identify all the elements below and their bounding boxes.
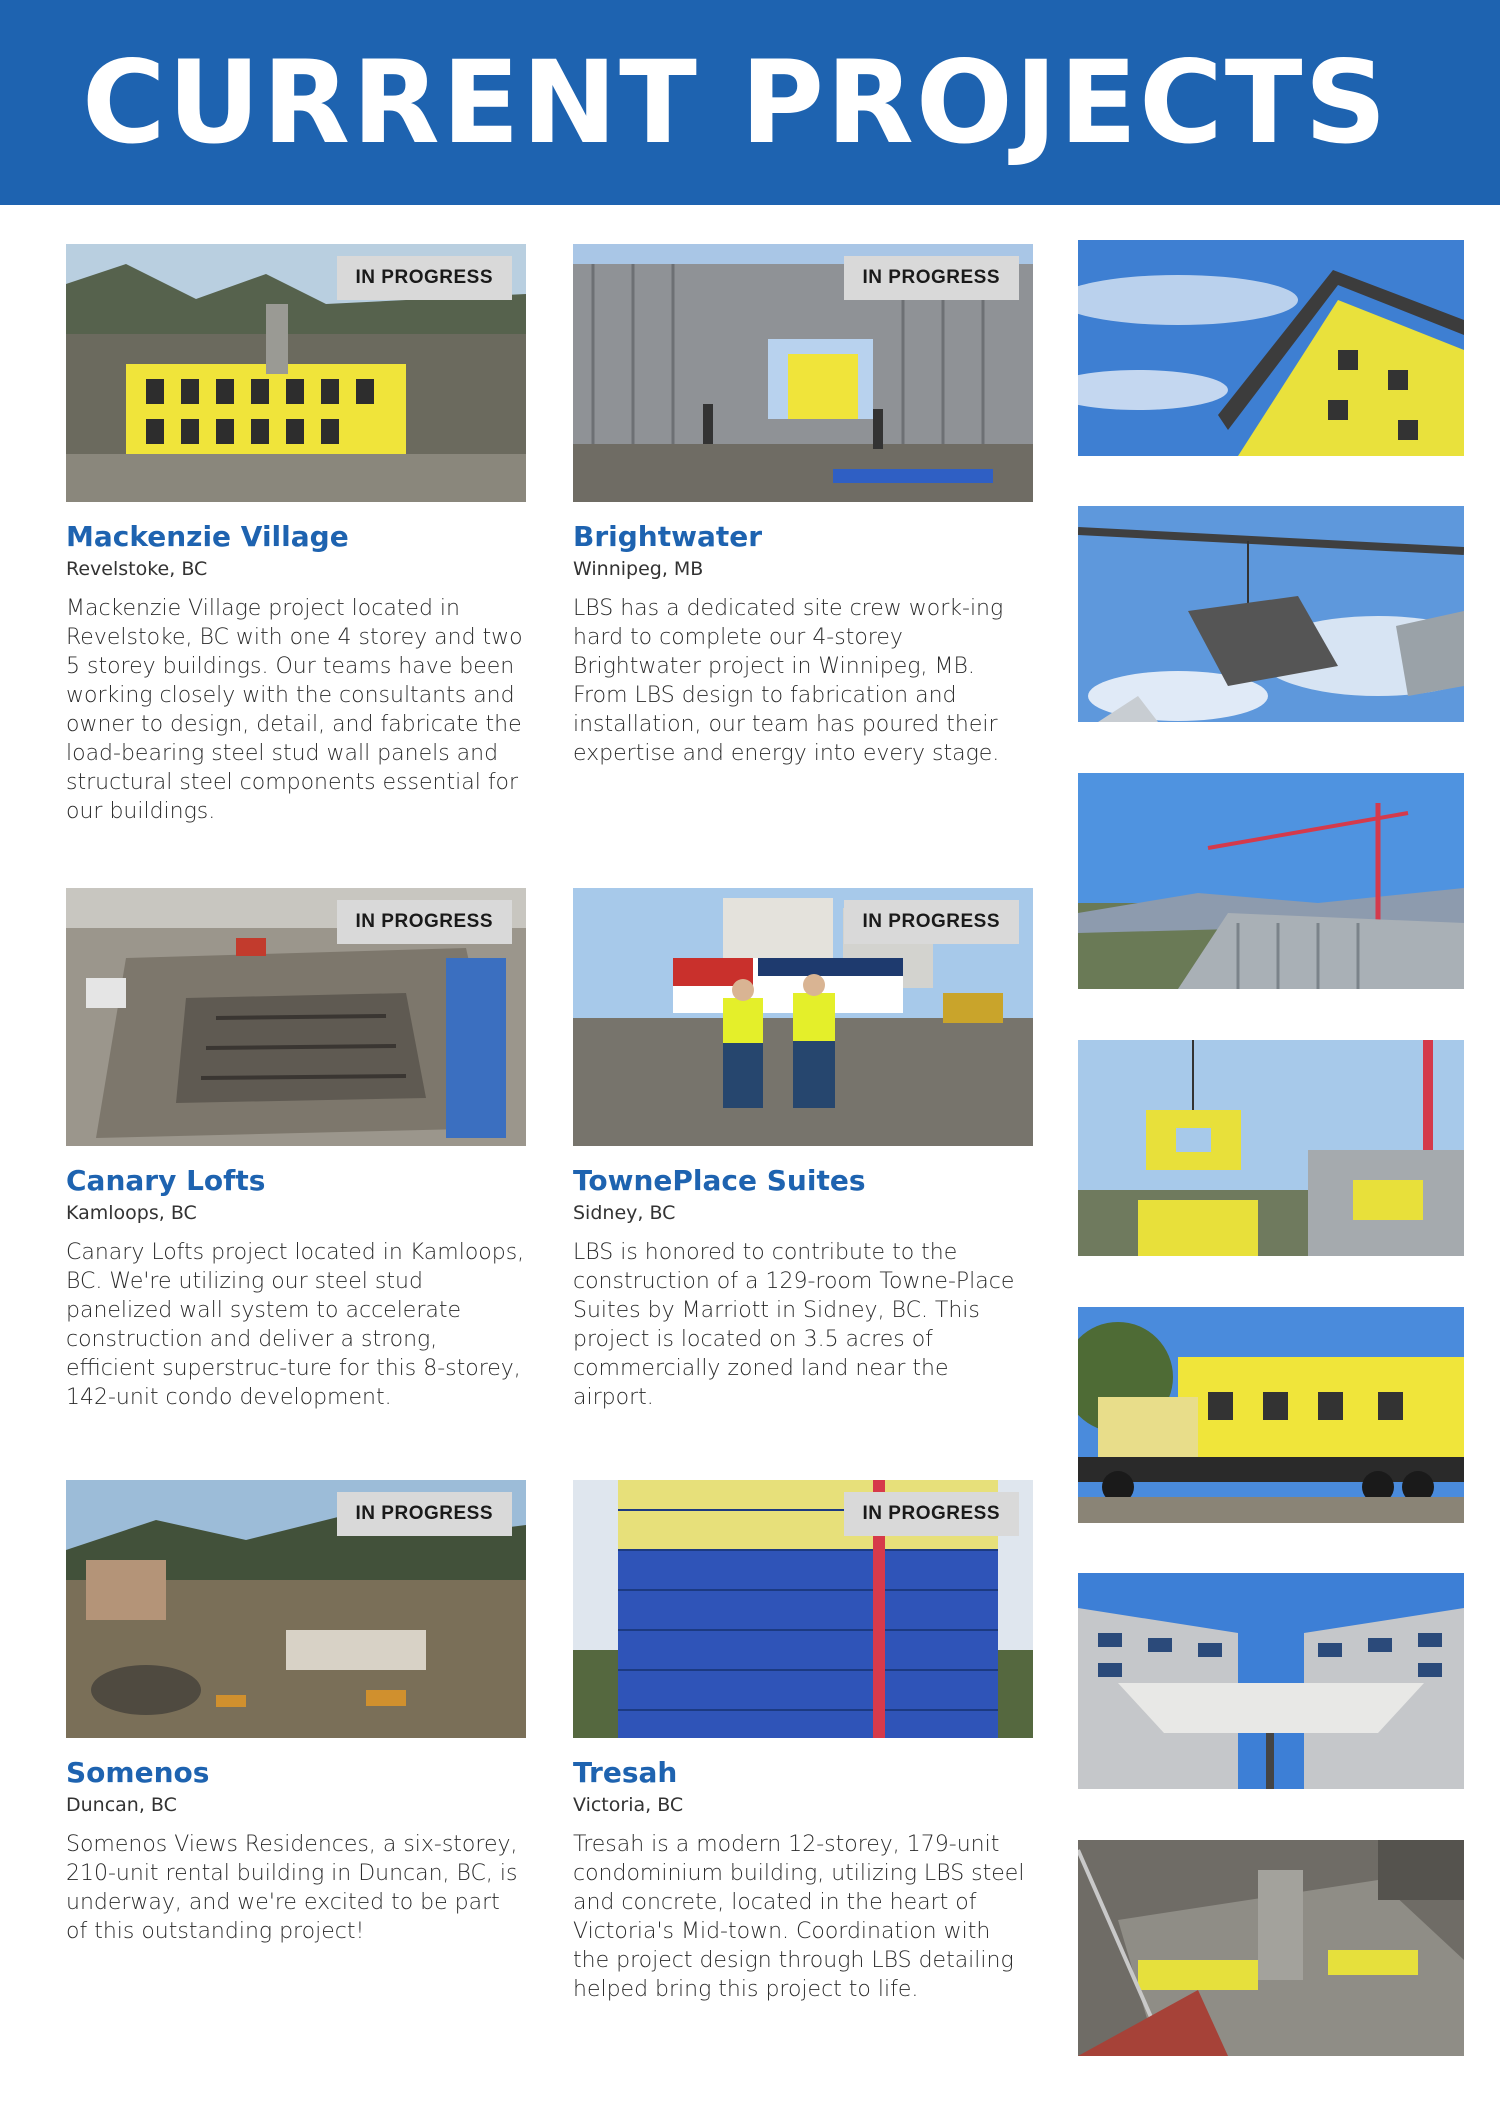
project-card-towneplace-suites — [573, 888, 1033, 1412]
side-photo-crane-panel — [1078, 506, 1464, 722]
project-name: TownePlace Suites — [573, 1164, 866, 1197]
project-photo — [66, 244, 526, 502]
page-title: CURRENT PROJECTS — [82, 36, 1389, 169]
project-description: Mackenzie Village project located in Revelstoke, BC with one 4 storey and two 5 storey buildings. Our teams have been working closely with the consultants and owner to design, detail, and fabricate the load-bearing steel stud wall panels and structural steel components essential for our buildings. — [66, 596, 523, 824]
project-location: Duncan, BC — [66, 1794, 177, 1816]
project-location: Winnipeg, MB — [573, 558, 704, 580]
project-name: Brightwater — [573, 520, 763, 553]
project-description: LBS has a dedicated site crew work-ing hard to complete our 4-storey Brightwater project in Winnipeg, MB. From LBS design to fabrication and installation, our team has poured their expertise and energy into every stage. — [573, 596, 1004, 766]
project-location: Victoria, BC — [573, 1794, 684, 1816]
project-photo — [573, 1480, 1033, 1738]
project-card-canary-lofts — [66, 888, 526, 1412]
project-name: Canary Lofts — [66, 1164, 266, 1197]
project-photo — [573, 888, 1033, 1146]
side-photo-building-sky — [1078, 240, 1464, 456]
status-badge: IN PROGRESS — [844, 1492, 1019, 1536]
project-description: LBS is honored to contribute to the construction of a 129-room Towne-Place Suites by Marriott in Sidney, BC. This project is located on 3.5 acres of commercially zoned land near the airport. — [573, 1240, 1015, 1410]
side-photo-crane-rooftop — [1078, 773, 1464, 989]
side-photo-panel-lift — [1078, 1040, 1464, 1256]
project-location: Revelstoke, BC — [66, 558, 208, 580]
project-photo — [573, 244, 1033, 502]
status-badge: IN PROGRESS — [337, 1492, 512, 1536]
project-location: Sidney, BC — [573, 1202, 676, 1224]
status-badge: IN PROGRESS — [844, 900, 1019, 944]
project-location: Kamloops, BC — [66, 1202, 197, 1224]
project-name: Mackenzie Village — [66, 520, 349, 553]
project-photo — [66, 888, 526, 1146]
project-card-tresah — [573, 1480, 1033, 2004]
side-photo-truck-delivery — [1078, 1307, 1464, 1523]
project-card-brightwater — [573, 244, 1033, 768]
project-name: Tresah — [573, 1756, 678, 1789]
project-description: Tresah is a modern 12-storey, 179-unit condominium building, utilizing LBS steel and concrete, located in the heart of Victoria's Mid-town. Coordination with the project design through LBS detailing helped bring this project to life. — [573, 1832, 1025, 2002]
project-card-somenos — [66, 1480, 526, 1946]
side-photo-aerial-site — [1078, 1840, 1464, 2056]
project-photo — [66, 1480, 526, 1738]
side-photo-building-facade — [1078, 1573, 1464, 1789]
project-description: Canary Lofts project located in Kamloops, BC. We're utilizing our steel stud panelized wall system to accelerate construction and deliver a strong, efficient superstruc-ture for this 8-storey, 142-unit condo development. — [66, 1240, 525, 1410]
project-name: Somenos — [66, 1756, 210, 1789]
project-card-mackenzie-village — [66, 244, 526, 826]
page-header — [0, 0, 1500, 205]
status-badge: IN PROGRESS — [337, 256, 512, 300]
project-description: Somenos Views Residences, a six-storey, 210-unit rental building in Duncan, BC, is underway, and we're excited to be part of this outstanding project! — [66, 1832, 518, 1944]
status-badge: IN PROGRESS — [337, 900, 512, 944]
status-badge: IN PROGRESS — [844, 256, 1019, 300]
